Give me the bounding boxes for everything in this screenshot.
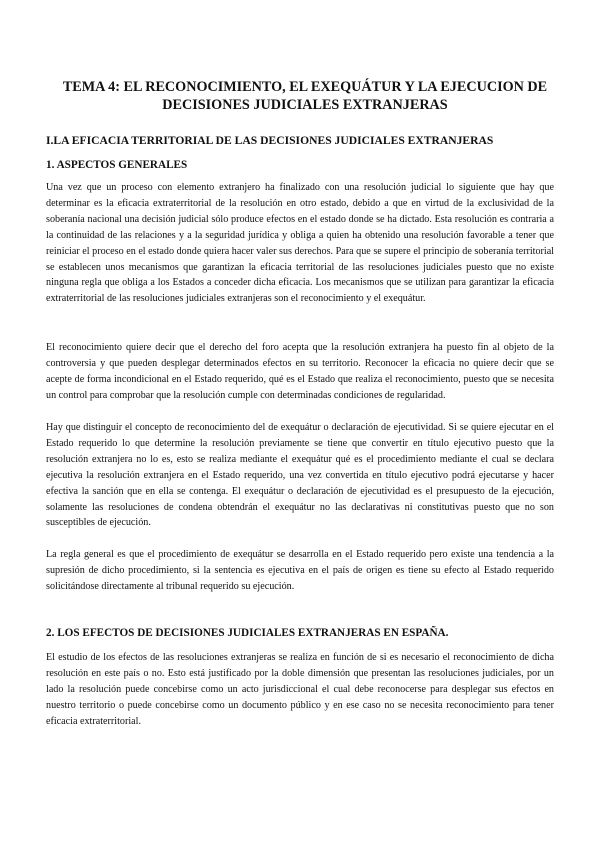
paragraph-exequatur: Hay que distinguir el concepto de reconocimiento del de exequátur o declaración de ejecutividad. Si se quiere ejecutar en el Estado requerido lo que determine la resolución previamente se tiene que convertir en título ejecutivo puesto que la resolución extranjera no lo es, esto se realiza mediante el exequátur qué es el procedimiento mediante el cual se declara ejecutiva la resolución extranjera en el Estado requerido, una vez convertida en título ejecutivo podrá ejecutarse y hacer efectiva la sanción que en ella se contenga. El exequátur o declaración de ejecutividad es el presupuesto de la ejecución, solamente las resoluciones de condena obtendrán el exequátur no las declarativas ni constitutivas puesto que no son susceptibles de ejecución. xyxy=(46,422,554,529)
document-title-line-1: TEMA 4: EL RECONOCIMIENTO, EL EXEQUÁTUR Y LA EJECUCION DE xyxy=(62,79,548,95)
paragraph-regla-general: La regla general es que el procedimiento de exequátur se desarrolla en el Estado requerido pero existe una tendencia a la supresión de dicho procedimiento, si la sentencia es ejecutiva en el país de origen es tiene su efecto al Estado requerido solicitándose directamente al tribunal requerido su ejecución. xyxy=(46,549,554,592)
subsection-heading-efectos-espana: 2. LOS EFECTOS DE DECISIONES JUDICIALES EXTRANJERAS EN ESPAÑA. xyxy=(46,627,449,639)
subsection-heading-aspectos-generales: 1. ASPECTOS GENERALES xyxy=(46,159,188,171)
paragraph-intro: Una vez que un proceso con elemento extranjero ha finalizado con una resolución judicial lo siguiente que hay que determinar es la eficacia extraterritorial de la resolución en otro estado, debido a que en virtud de la exclusividad de la soberanía nacional una decisión judicial sólo produce efectos en el estado donde se ha dictado. Esta resolución es contraria a la continuidad de las relaciones y a la seguridad jurídica y obliga a quien ha obtenido una resolución favorable a tener que reiniciar el proceso en el estado donde quiera hacer valer sus derechos. Para que se supere el principio de soberanía territorial se establecen unos mecanismos que garantizan la eficacia territorial de las resoluciones judiciales puesto que no existe ninguna regla que obliga a los Estados a conceder dicha eficacia. Los mecanismos que se utilizan para garantizar la eficacia extraterritorial de las resoluciones judiciales extranjeras son el reconocimiento y el exequátur. xyxy=(46,182,554,305)
paragraph-reconocimiento: El reconocimiento quiere decir que el derecho del foro acepta que la resolución extranjera ha puesto fin al objeto de la controversia y que pueden desplegar determinados efectos en su territorio. Reconocer la eficacia no quiere decir que se acepte de forma incondicional en el Estado requerido, qué es el Estado que realiza el reconocimiento, puesto que se necesita un control para comprobar que la resolución cumple con determinadas condiciones de regularidad. xyxy=(46,342,554,401)
document-title-line-2: DECISIONES JUDICIALES EXTRANJERAS xyxy=(162,97,448,113)
paragraph-efectos: El estudio de los efectos de las resoluciones extranjeras se realiza en función de si es necesario el reconocimiento de dicha resolución en este país o no. Esto está justificado por la doble dimensión que presentan las resoluciones judiciales, por un lado la resolución puede concebirse como un acto jurisdiccional el cual debe reconocerse para desplegar sus efectos en nuestro territorio o puede concebirse como un documento público y en ese caso no se necesita reconocimiento para tener eficacia extraterritorial. xyxy=(46,652,554,727)
section-heading-eficacia-territorial: I.LA EFICACIA TERRITORIAL DE LAS DECISIONES JUDICIALES EXTRANJERAS xyxy=(46,134,494,147)
document-title xyxy=(40,78,570,114)
